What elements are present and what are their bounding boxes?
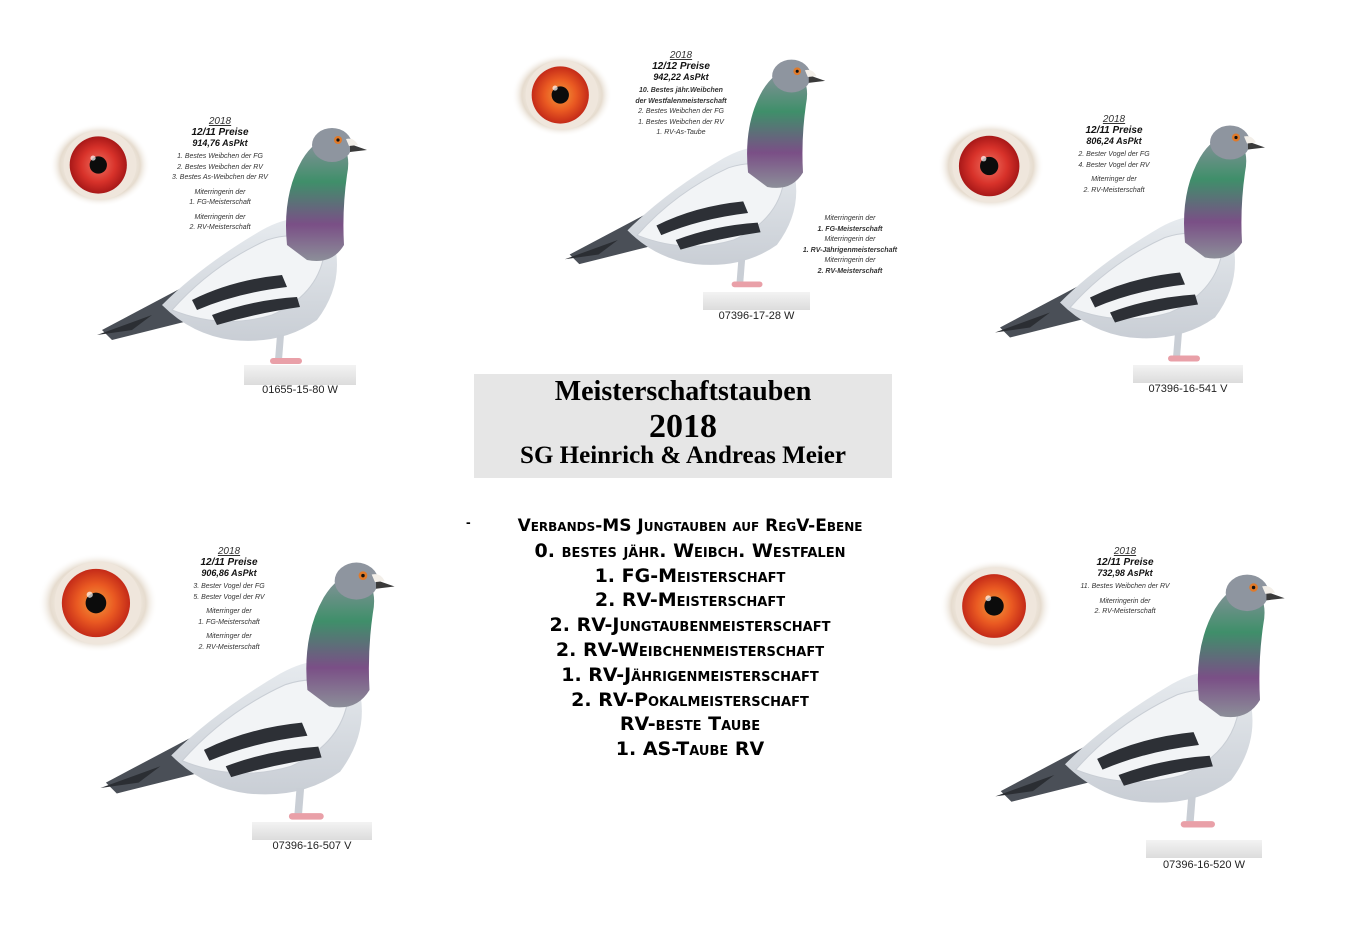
bullet-mark: - (466, 514, 471, 530)
pigeon-photo (95, 545, 400, 835)
pigeon-prizes: 12/11 Preise (1096, 557, 1154, 568)
pigeon-result: 1. Bestes Weibchen der RV (638, 118, 724, 126)
pigeon-extra: Miterringer der (206, 633, 252, 640)
achievement-item: 1. RV-Jährigenmeisterschaft (561, 663, 819, 686)
pigeon-photo (560, 45, 830, 300)
pigeon-result: 4. Bester Vogel der RV (1078, 161, 1150, 169)
achievement-item: 1. AS-Taube RV (615, 738, 765, 761)
pigeon-result: 10. Bestes jähr.Weibchen (639, 87, 723, 94)
ring-number: 07396-16-520 W (1163, 859, 1245, 871)
pigeon-stand (703, 292, 810, 310)
achievements-list (470, 514, 910, 762)
ring-number: 07396-17-28 W (718, 310, 795, 322)
page-title: Meisterschaftstauben (554, 376, 812, 407)
pigeon-extra: 2. RV-Meisterschaft (198, 643, 260, 651)
achievement-item: RV-beste Taube (619, 713, 761, 736)
pigeon-year: 2018 (217, 546, 241, 557)
pigeon-stand (244, 365, 356, 385)
pigeon-year: 2018 (1113, 546, 1137, 557)
title-year: 2018 (649, 408, 717, 445)
pigeon-stand (1133, 365, 1243, 383)
pigeon-result: 11. Bestes Weibchen der RV (1080, 583, 1170, 590)
pigeon-photo (990, 110, 1270, 375)
achievement-item: 0. bestes jähr. Weibch. Westfalen (534, 539, 846, 562)
pigeon-extra: 1. FG-Meisterschaft (198, 618, 260, 626)
pigeon-extra: Miterringerin der (824, 257, 876, 264)
pigeon-result: 3. Bester Vogel der FG (193, 583, 265, 590)
pigeon-photo (92, 115, 372, 375)
pigeon-result: 3. Bestes As-Weibchen der RV (172, 174, 268, 181)
pigeon-points: 914,76 AsPkt (192, 138, 248, 148)
pigeon-extra: 1. FG-Meisterschaft (817, 225, 883, 233)
pigeon-prizes: 12/11 Preise (200, 557, 258, 568)
pigeon-extra: 2. RV-Meisterschaft (817, 267, 883, 275)
pigeon-extra: 2. RV-Meisterschaft (189, 224, 251, 231)
pigeon-extra: Miterringerin der (824, 215, 876, 222)
achievement-item: 2. RV-Weibchenmeisterschaft (555, 638, 825, 661)
ring-number: 07396-16-507 V (272, 840, 352, 852)
pigeon-extra: Miterringer der (1091, 176, 1137, 183)
pigeon-points: 906,86 AsPkt (201, 568, 257, 578)
pigeon-extra: 1. FG-Meisterschaft (189, 199, 251, 206)
achievement-item: 2. RV-Meisterschaft (594, 589, 786, 612)
achievement-item: Verbands-MS Jungtauben auf RegV-Ebene (517, 516, 863, 536)
achievement-item: 2. RV-Jungtaubenmeisterschaft (549, 614, 831, 637)
achievement-item: 2. RV-Pokalmeisterschaft (571, 688, 809, 711)
pigeon-extra: 2. RV-Meisterschaft (1094, 608, 1156, 615)
pigeon-points: 732,98 AsPkt (1097, 568, 1153, 578)
pigeon-year: 2018 (669, 50, 693, 61)
pigeon-prizes: 12/11 Preise (191, 127, 249, 138)
pigeon-prizes: 12/12 Preise (652, 61, 710, 72)
pigeon-extra: Miterringer der (206, 608, 252, 615)
pigeon-result: 2. Bester Vogel der FG (1078, 151, 1150, 158)
pigeon-extra: Miterringerin der (194, 188, 246, 196)
ring-number: 01655-15-80 W (262, 384, 338, 396)
pigeon-extra: Miterringerin der (194, 213, 246, 221)
pigeon-result: 1. RV-As-Taube (656, 129, 706, 136)
pigeon-result: 2. Bestes Weibchen der FG (638, 108, 724, 115)
pigeon-extra: 2. RV-Meisterschaft (1083, 186, 1145, 194)
pigeon-photo (990, 545, 1290, 855)
pigeon-result: der Westfalenmeisterschaft (635, 97, 727, 105)
pigeon-points: 942,22 AsPkt (653, 72, 709, 82)
pigeon-year: 2018 (1102, 114, 1126, 125)
title-box (474, 374, 892, 478)
pigeon-result: 5. Bester Vogel der RV (193, 593, 265, 601)
pigeon-result: 2. Bestes Weibchen der RV (177, 163, 263, 171)
pigeon-extra: Miterringerin der (1099, 597, 1151, 605)
ring-number: 07396-16-541 V (1148, 383, 1228, 395)
pigeon-extra: 1. RV-Jährigenmeisterschaft (802, 246, 898, 254)
pigeon-result: 1. Bestes Weibchen der FG (177, 153, 263, 160)
achievement-item: 1. FG-Meisterschaft (594, 564, 786, 587)
pigeon-stand (252, 822, 372, 840)
pigeon-points: 806,24 AsPkt (1086, 136, 1142, 146)
pigeon-stand (1146, 840, 1262, 858)
pigeon-prizes: 12/11 Preise (1085, 125, 1143, 136)
title-owner: SG Heinrich & Andreas Meier (520, 442, 846, 469)
pigeon-extra: Miterringerin der (824, 236, 876, 243)
pigeon-year: 2018 (208, 116, 232, 127)
